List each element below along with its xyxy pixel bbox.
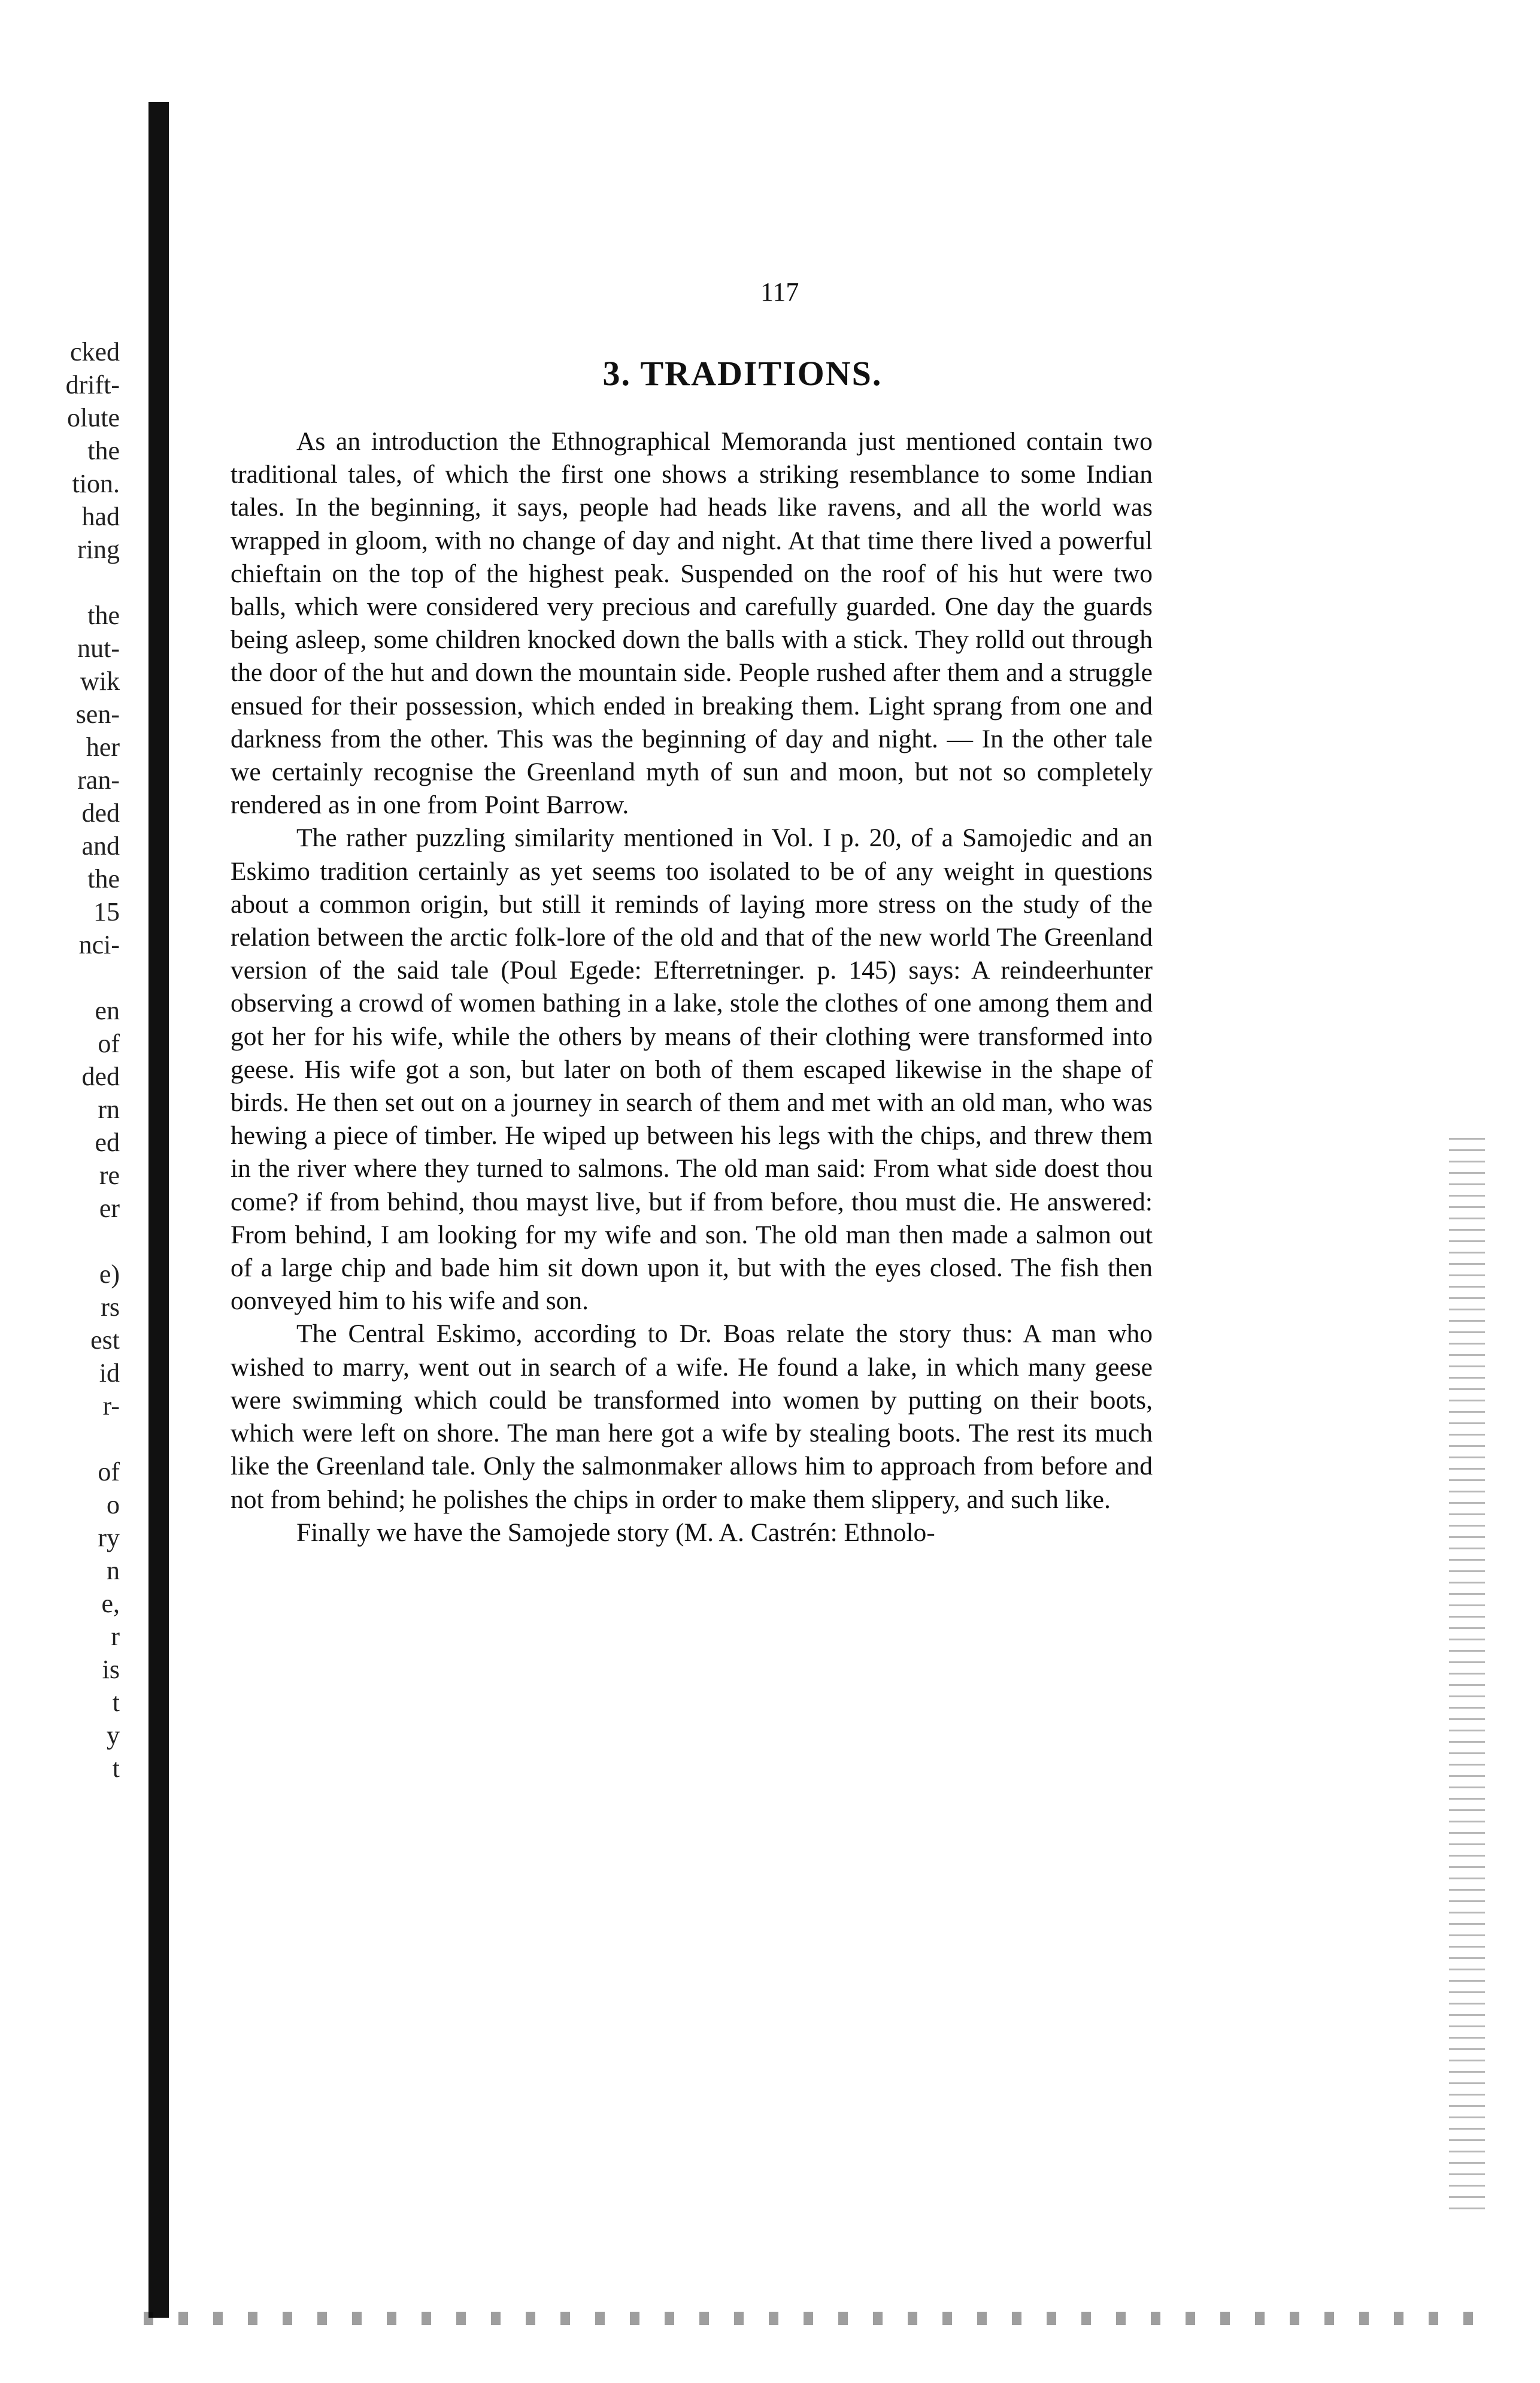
- bleed-fragment: nci-: [78, 930, 120, 959]
- bleed-fragment: ed: [95, 1128, 120, 1157]
- bleed-fragment: [0, 1225, 120, 1258]
- bleed-fragment: er: [99, 1194, 120, 1223]
- bleed-fragment: ring: [77, 535, 120, 564]
- bleed-fragment: the: [87, 436, 120, 465]
- bleed-fragment: est: [90, 1325, 120, 1355]
- scan-edge-noise: [1449, 1138, 1485, 2216]
- paragraph-1: As an introduction the Ethnographical Memoranda just mentioned contain two traditional tales, of which the first one shows a striking resemblance to some Indian tales. In the beginning, it says, people had heads like ravens, and all the world was wrapped in gloom, with no change of day and night. At that time there lived a powerful chieftain on the top of the highest peak. Suspended on the roof of his hut were two balls, which were considered very precious and carefully guarded. One day the guards being asleep, some children knocked down the balls with a stick. They rolld out through the door of the hut and down the mountain side. People rushed after them and a struggle ensued for their possession, which ended in breaking them. Light sprang from one and darkness from the other. This was the beginning of day and night. — In the other tale we certainly recognise the Greenland myth of sun and moon, but not so completely rendered as in one from Point Barrow.: [231, 427, 1153, 820]
- bleed-fragment: the: [87, 601, 120, 630]
- bleed-fragment: t: [112, 1688, 120, 1717]
- section-heading: 3. TRADITIONS.: [602, 354, 883, 393]
- bleed-fragment: [0, 961, 120, 994]
- bleed-fragment: sen-: [75, 700, 120, 729]
- bleed-fragment: the: [87, 864, 120, 894]
- bleed-fragment: ry: [98, 1523, 120, 1552]
- bleed-fragment: is: [102, 1655, 120, 1684]
- bleed-fragment: 15: [93, 897, 120, 926]
- adjacent-page-bleed: [0, 335, 120, 1785]
- bleed-fragment: drift-: [65, 370, 120, 399]
- bleed-fragment: r: [111, 1622, 120, 1651]
- paragraph-4: Finally we have the Samojede story (M. A. Castrén: Ethnolo-: [296, 1518, 935, 1547]
- page-number: 117: [760, 277, 799, 307]
- bleed-fragment: id: [99, 1358, 120, 1388]
- bleed-fragment: of: [98, 1029, 120, 1058]
- bleed-fragment: and: [81, 831, 120, 861]
- bleed-fragment: n: [107, 1556, 120, 1585]
- bleed-fragment: tion.: [72, 469, 120, 498]
- bleed-fragment: nut-: [77, 634, 120, 663]
- bleed-fragment: o: [107, 1490, 120, 1519]
- bleed-fragment: rn: [98, 1095, 120, 1124]
- bleed-fragment: wik: [80, 667, 120, 696]
- bleed-fragment: ded: [81, 798, 120, 828]
- bleed-fragment: rs: [101, 1292, 120, 1322]
- binding-spine: [148, 102, 169, 2318]
- bleed-fragment: t: [112, 1754, 120, 1783]
- bleed-fragment: her: [86, 732, 120, 762]
- bleed-fragment: olute: [67, 403, 120, 432]
- bleed-fragment: en: [95, 996, 120, 1025]
- bleed-fragment: ran-: [77, 765, 120, 795]
- scan-bottom-noise: [144, 2312, 1485, 2325]
- bleed-fragment: y: [107, 1721, 120, 1750]
- bleed-fragment: [0, 1422, 120, 1455]
- bleed-fragment: [0, 566, 120, 599]
- bleed-fragment: ded: [81, 1062, 120, 1091]
- bleed-fragment: cked: [69, 337, 120, 367]
- bleed-fragment: e,: [101, 1589, 120, 1618]
- bleed-fragment: had: [81, 502, 120, 531]
- paragraph-2: The rather puzzling similarity mentioned in Vol. I p. 20, of a Samojedic and an Eskimo tradition certainly as yet seems too isolated to be of any weight in questions about a common origin, but still it reminds of laying more stress on the study of the relation between the arctic folk-lore of the old and that of the new world The Greenland version of the said tale (Poul Egede: Efterretninger. p. 145) says: A reindeerhunter observing a crowd of women bathing in a lake, stole the clothes of one among them and got her for his wife, while the others by means of their clothing were transformed into geese. His wife got a son, but later on both of them escaped likewise in the shape of birds. He then set out on a journey in search of them and met with an old man, who was hewing a piece of timber. He wiped up between his legs with the chips, and threw them in the river where they turned to salmons. The old man said: From what side doest thou come? if from behind, thou mayst live, but if from before, thou must die. He answered: From behind, I am looking for my wife and son. The old man then made a salmon out of a large chip and bade him sit down upon it, but with the eyes closed. The fish then oonveyed him to his wife and son.: [231, 823, 1153, 1316]
- bleed-fragment: re: [99, 1161, 120, 1190]
- bleed-fragment: r-: [102, 1391, 120, 1421]
- bleed-fragment: e): [99, 1259, 120, 1289]
- paragraph-3: The Central Eskimo, according to Dr. Boas relate the story thus: A man who wished to marry, went out in search of a wife. He found a lake, in which many geese were swimming which could be transformed into women by putting on their boots, which were left on shore. The man here got a wife by stealing boots. The rest its much like the Greenland tale. Only the salmonmaker allows him to approach from before and not from behind; he polishes the chips in order to make them slippery, and such like.: [231, 1319, 1153, 1514]
- bleed-fragment: of: [98, 1457, 120, 1486]
- body-text: [231, 425, 1153, 1549]
